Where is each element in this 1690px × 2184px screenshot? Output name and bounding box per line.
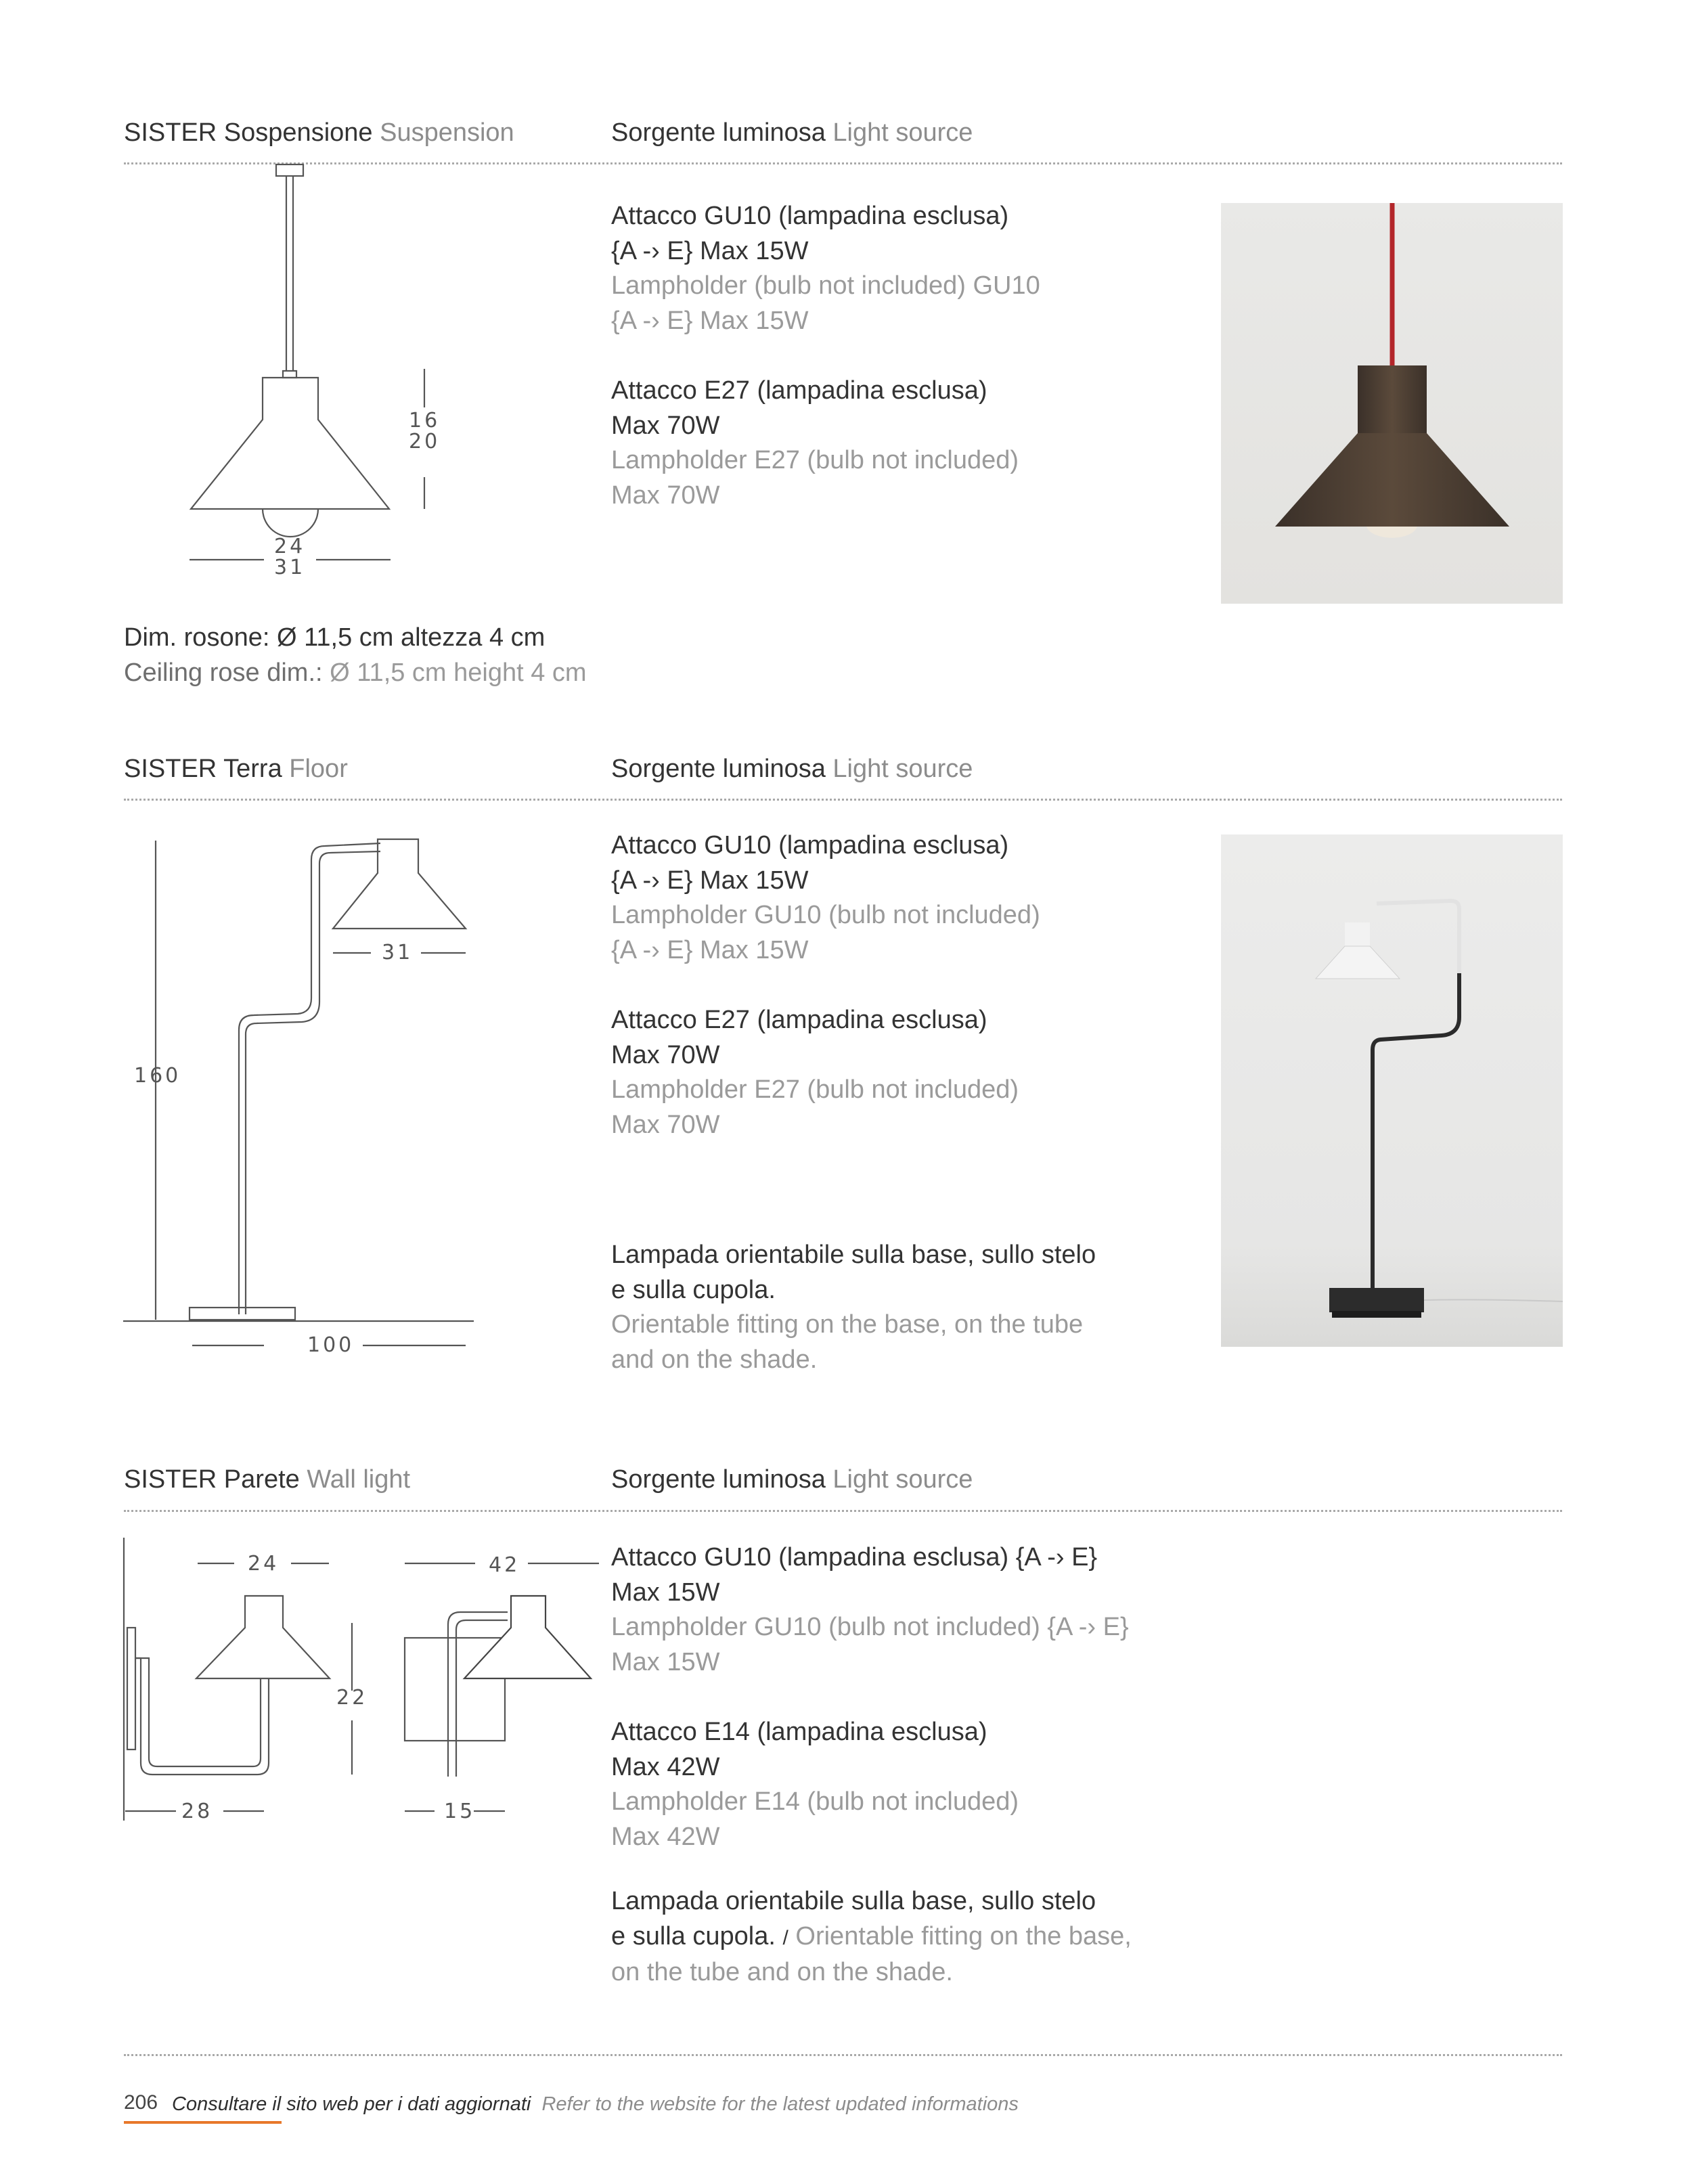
floor-note <box>611 1238 1096 1377</box>
note-line: Lampada orientabile sulla base, sullo stelo <box>611 1241 1096 1269</box>
rose-label-en: Ceiling rose dim.: <box>124 658 323 687</box>
shade-top-shape <box>1358 365 1427 433</box>
spec-line: Max 70W <box>611 411 720 440</box>
floor-title <box>124 753 348 785</box>
wall-note <box>611 1884 1132 1990</box>
wall-lamp-drawing-side <box>399 1536 616 1827</box>
wall-source-en: Light source <box>832 1465 973 1494</box>
note-line: e sulla cupola. <box>611 1275 776 1304</box>
floor-title-it: SISTER Terra <box>124 755 282 783</box>
stem-outer-line <box>239 843 380 1314</box>
note-line: e sulla cupola. <box>611 1921 776 1951</box>
footer-divider <box>124 2054 1562 2056</box>
wall-title <box>124 1463 410 1496</box>
spec-line: Max 70W <box>611 1040 720 1069</box>
floor-height-dim: 160 <box>134 1064 181 1088</box>
wall-divider <box>124 1510 1562 1512</box>
suspension-spec-2 <box>611 374 1019 513</box>
cable-clamp-shape <box>283 371 296 378</box>
note-line: and on the shade. <box>611 1345 818 1374</box>
wall-shade-shape <box>196 1596 330 1678</box>
wall-arm-outer <box>135 1658 269 1775</box>
spec-line: Lampholder GU10 (bulb not included) {A -› E} <box>611 1613 1129 1641</box>
wall-lamp-drawing-front <box>122 1536 406 1827</box>
wall-arm-dim: 28 <box>181 1800 213 1823</box>
suspension-title-en: Suspension <box>380 118 514 147</box>
ceiling-rose-shape <box>276 164 303 176</box>
floor-shade-dim: 31 <box>382 941 414 964</box>
floor-spec-1 <box>611 828 1040 968</box>
wall-title-it: SISTER Parete <box>124 1465 300 1494</box>
wall-plate-dim: 15 <box>444 1800 476 1823</box>
width-dim-2: 31 <box>274 556 306 579</box>
spec-line: Max 42W <box>611 1752 720 1781</box>
pendant-lamp-photo <box>1221 203 1563 604</box>
footer-note <box>172 2093 1019 2116</box>
spec-line: Max 15W <box>611 1647 720 1676</box>
floor-base-dim: 100 <box>307 1333 355 1357</box>
note-line: Lampada orientabile sulla base, sullo stelo <box>611 1887 1096 1915</box>
suspension-source-it: Sorgente luminosa <box>611 118 826 147</box>
floor-lamp-photo <box>1221 834 1563 1347</box>
suspension-source-en: Light source <box>832 118 973 147</box>
width-dim-1: 24 <box>274 535 306 558</box>
suspension-drawing <box>183 162 453 582</box>
spec-line: Attacco GU10 (lampadina esclusa) {A -› E} <box>611 1543 1098 1572</box>
floor-base-shape <box>190 1308 295 1320</box>
lamp-base-edge <box>1332 1311 1421 1318</box>
floor-spec-2 <box>611 1003 1019 1142</box>
suspension-source-header <box>611 116 973 149</box>
wall-plate-shape <box>127 1628 135 1750</box>
page-number: 206 <box>124 2091 158 2114</box>
note-line: Orientable fitting on the base, on the tube <box>611 1310 1084 1339</box>
wall-source-it: Sorgente luminosa <box>611 1465 826 1494</box>
spec-line: Lampholder E27 (bulb not included) <box>611 1075 1019 1104</box>
rose-value-en: Ø 11,5 cm height 4 cm <box>330 658 587 687</box>
shade-top <box>1345 922 1370 950</box>
footer-accent-bar <box>124 2121 282 2124</box>
rose-value-it: Ø 11,5 cm altezza 4 cm <box>276 623 546 652</box>
floor-title-en: Floor <box>289 755 348 783</box>
floor-source-header <box>611 753 973 785</box>
footer-note-it: Consultare il sito web per i dati aggiornati <box>172 2093 531 2115</box>
suspension-title-it: SISTER Sospensione <box>124 118 373 147</box>
spec-line: {A -› E} Max 15W <box>611 866 809 895</box>
spec-line: Attacco GU10 (lampadina esclusa) <box>611 831 1009 860</box>
spec-line: Max 42W <box>611 1822 720 1851</box>
note-line: on the tube and on the shade. <box>611 1958 953 1986</box>
stem-inner-line <box>246 851 380 1314</box>
spec-line: Lampholder GU10 (bulb not included) <box>611 901 1040 929</box>
spec-line: {A -› E} Max 15W <box>611 306 809 335</box>
suspension-title <box>124 116 514 149</box>
spec-line: Attacco GU10 (lampadina esclusa) <box>611 202 1009 230</box>
spec-line: {A -› E} Max 15W <box>611 935 809 964</box>
rose-label-it: Dim. rosone: <box>124 623 270 652</box>
wall-depth-dim: 42 <box>489 1553 520 1577</box>
spec-line: Lampholder E27 (bulb not included) <box>611 446 1019 474</box>
spec-line: Lampholder (bulb not included) GU10 <box>611 271 1040 300</box>
wall-height-dim: 22 <box>336 1686 368 1710</box>
ceiling-rose-dims <box>124 621 587 690</box>
spec-line: Max 15W <box>611 1578 720 1607</box>
spec-line: Attacco E14 (lampadina esclusa) <box>611 1718 987 1746</box>
suspension-shade-shape <box>191 378 389 509</box>
spec-line: {A -› E} Max 15W <box>611 236 809 265</box>
floor-divider <box>124 799 1562 801</box>
note-separator: / <box>782 1926 788 1949</box>
suspension-height-label <box>409 410 440 452</box>
wall-source-header <box>611 1463 973 1496</box>
height-dim-2: 20 <box>409 430 441 453</box>
wall-shade-dim: 24 <box>248 1552 280 1576</box>
spec-line: Lampholder E14 (bulb not included) <box>611 1787 1019 1816</box>
wall-spec-1 <box>611 1540 1129 1680</box>
footer-note-en: Refer to the website for the latest updated informations <box>541 2093 1019 2115</box>
suspension-bulb-shape <box>263 509 318 537</box>
floor-source-en: Light source <box>832 755 973 783</box>
wall-title-en: Wall light <box>307 1465 411 1494</box>
side-arm-outer <box>448 1612 508 1777</box>
lamp-base <box>1329 1288 1424 1312</box>
suspension-width-label <box>274 536 305 578</box>
spec-line: Attacco E27 (lampadina esclusa) <box>611 1006 987 1034</box>
spec-line: Max 70W <box>611 1110 720 1139</box>
wall-spec-2 <box>611 1715 1019 1854</box>
spec-line: Max 70W <box>611 481 720 510</box>
spec-line: Attacco E27 (lampadina esclusa) <box>611 376 987 405</box>
floor-source-it: Sorgente luminosa <box>611 755 826 783</box>
floor-lamp-drawing <box>122 832 487 1367</box>
suspension-spec-1 <box>611 199 1040 338</box>
wall-arm-inner <box>135 1658 261 1766</box>
note-line: Orientable fitting on the base, <box>795 1921 1132 1951</box>
height-dim-1: 16 <box>409 409 441 432</box>
